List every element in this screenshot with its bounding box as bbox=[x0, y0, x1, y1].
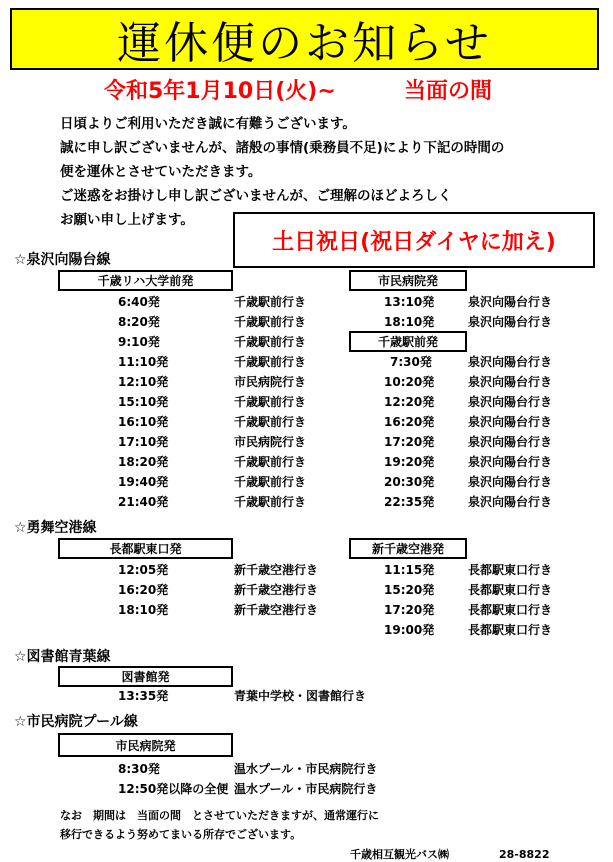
destination: 千歳駅前行き bbox=[234, 495, 307, 509]
departure-time: 12:20発 bbox=[384, 395, 435, 409]
destination: 千歳駅前行き bbox=[234, 415, 307, 429]
departure-time: 8:30発 bbox=[118, 762, 160, 776]
destination: 泉沢向陽台行き bbox=[468, 355, 553, 369]
notice-title-banner bbox=[10, 8, 599, 70]
destination: 新千歳空港行き bbox=[234, 603, 319, 617]
closing-note-line: なお 期間は 当面の間 とさせていただきますが、通常運行に bbox=[60, 809, 379, 822]
departure-time: 19:00発 bbox=[384, 623, 435, 637]
destination: 長都駅東口行き bbox=[468, 563, 553, 577]
departure-time: 12:50発以降の全便 bbox=[118, 782, 229, 796]
notice-title: 運休便のお知らせ bbox=[117, 18, 492, 69]
departure-time: 15:10発 bbox=[118, 395, 169, 409]
destination: 千歳駅前行き bbox=[234, 395, 307, 409]
destination: 泉沢向陽台行き bbox=[468, 315, 553, 329]
stop-header-osatsu-higashiguchi bbox=[58, 538, 233, 559]
departure-time: 18:10発 bbox=[384, 315, 435, 329]
destination: 泉沢向陽台行き bbox=[468, 415, 553, 429]
destination: 泉沢向陽台行き bbox=[468, 495, 553, 509]
stop-label: 図書館発 bbox=[121, 670, 170, 684]
destination: 泉沢向陽台行き bbox=[468, 455, 553, 469]
phone-number: 28-8822 bbox=[499, 848, 550, 861]
destination: 泉沢向陽台行き bbox=[468, 375, 553, 389]
departure-time: 17:20発 bbox=[384, 603, 435, 617]
departure-time: 13:35発 bbox=[118, 689, 169, 703]
destination: 千歳駅前行き bbox=[234, 315, 307, 329]
stop-label: 市民病院発 bbox=[377, 274, 438, 288]
destination: 長都駅東口行き bbox=[468, 603, 553, 617]
destination: 千歳駅前行き bbox=[234, 475, 307, 489]
destination: 長都駅東口行き bbox=[468, 623, 553, 637]
departure-time: 9:10発 bbox=[118, 335, 160, 349]
intro-line: ご迷惑をお掛けし申し訳ございませんが、ご理解のほどよろしく bbox=[60, 188, 452, 204]
departure-time: 18:20発 bbox=[118, 455, 169, 469]
intro-line: 便を運休とさせていただきます。 bbox=[60, 164, 262, 180]
destination: 千歳駅前行き bbox=[234, 335, 307, 349]
destination: 泉沢向陽台行き bbox=[468, 295, 553, 309]
intro-line: 日頃よりご利用いただき誠に有難うございます。 bbox=[60, 116, 356, 132]
stop-label: 千歳リハ大学前発 bbox=[97, 274, 194, 288]
departure-time: 10:20発 bbox=[384, 375, 435, 389]
departure-time: 16:10発 bbox=[118, 415, 169, 429]
route-title-pool: ☆市民病院プール線 bbox=[14, 714, 138, 730]
departure-time: 17:20発 bbox=[384, 435, 435, 449]
destination: 市民病院行き bbox=[234, 435, 307, 449]
stop-label: 新千歳空港発 bbox=[371, 542, 444, 556]
departure-time: 17:10発 bbox=[118, 435, 169, 449]
destination: 千歳駅前行き bbox=[234, 455, 307, 469]
departure-time: 19:20発 bbox=[384, 455, 435, 469]
start-date: 令和5年1月10日(火)~ bbox=[104, 79, 336, 104]
destination: 新千歳空港行き bbox=[234, 563, 319, 577]
departure-time: 6:40発 bbox=[118, 295, 160, 309]
departure-time: 19:40発 bbox=[118, 475, 169, 489]
departure-time: 21:40発 bbox=[118, 495, 169, 509]
destination: 千歳駅前行き bbox=[234, 295, 307, 309]
departure-time: 11:10発 bbox=[118, 355, 169, 369]
destination: 千歳駅前行き bbox=[234, 355, 307, 369]
destination: 泉沢向陽台行き bbox=[468, 395, 553, 409]
destination: 青葉中学校・図書館行き bbox=[234, 689, 367, 703]
effective-period bbox=[104, 74, 493, 105]
destination: 泉沢向陽台行き bbox=[468, 435, 553, 449]
destination: 温水プール・市民病院行き bbox=[234, 762, 378, 776]
departure-time: 20:30発 bbox=[384, 475, 435, 489]
route-title-library: ☆図書館青葉線 bbox=[14, 649, 111, 665]
intro-line: 誠に申し訳ございませんが、諸般の事情(乗務員不足)により下記の時間の bbox=[60, 140, 505, 156]
departure-time: 8:20発 bbox=[118, 315, 160, 329]
route-title-izumisawa: ☆泉沢向陽台線 bbox=[14, 252, 111, 268]
stop-header-library bbox=[58, 666, 233, 687]
destination: 温水プール・市民病院行き bbox=[234, 782, 378, 796]
departure-time: 16:20発 bbox=[118, 583, 169, 597]
departure-time: 16:20発 bbox=[384, 415, 435, 429]
weekend-holiday-label: 土日祝日(祝日ダイヤに加え) bbox=[272, 229, 556, 255]
destination: 泉沢向陽台行き bbox=[468, 475, 553, 489]
stop-label: 長都駅東口発 bbox=[109, 542, 182, 556]
closing-note-line: 移行できるよう努めてまいる所存でございます。 bbox=[60, 828, 302, 841]
stop-label: 市民病院発 bbox=[115, 738, 176, 753]
departure-time: 11:15発 bbox=[384, 563, 435, 577]
destination: 新千歳空港行き bbox=[234, 583, 319, 597]
route-title-yufutsu: ☆勇舞空港線 bbox=[14, 520, 97, 536]
departure-time: 12:10発 bbox=[118, 375, 169, 389]
departure-time: 22:35発 bbox=[384, 495, 435, 509]
company-name: 千歳相互観光バス㈱ bbox=[350, 848, 449, 861]
intro-line: お願い申し上げます。 bbox=[60, 212, 194, 228]
stop-header-shimin-byoin bbox=[349, 270, 467, 291]
destination: 長都駅東口行き bbox=[468, 583, 553, 597]
departure-time: 7:30発 bbox=[390, 355, 432, 369]
footer-contact bbox=[350, 846, 550, 862]
departure-time: 15:20発 bbox=[384, 583, 435, 597]
stop-header-shimin-byoin-pool bbox=[58, 733, 233, 757]
stop-header-shin-chitose-airport bbox=[349, 538, 467, 559]
departure-time: 18:10発 bbox=[118, 603, 169, 617]
departure-time: 13:10発 bbox=[384, 295, 435, 309]
departure-time: 12:05発 bbox=[118, 563, 169, 577]
weekend-holiday-notice bbox=[233, 212, 595, 268]
stop-label: 千歳駅前発 bbox=[377, 335, 438, 349]
stop-header-chitose-riha bbox=[58, 270, 233, 291]
end-date: 当面の間 bbox=[404, 79, 493, 104]
stop-header-chitose-ekimae bbox=[349, 331, 467, 352]
destination: 市民病院行き bbox=[234, 375, 307, 389]
